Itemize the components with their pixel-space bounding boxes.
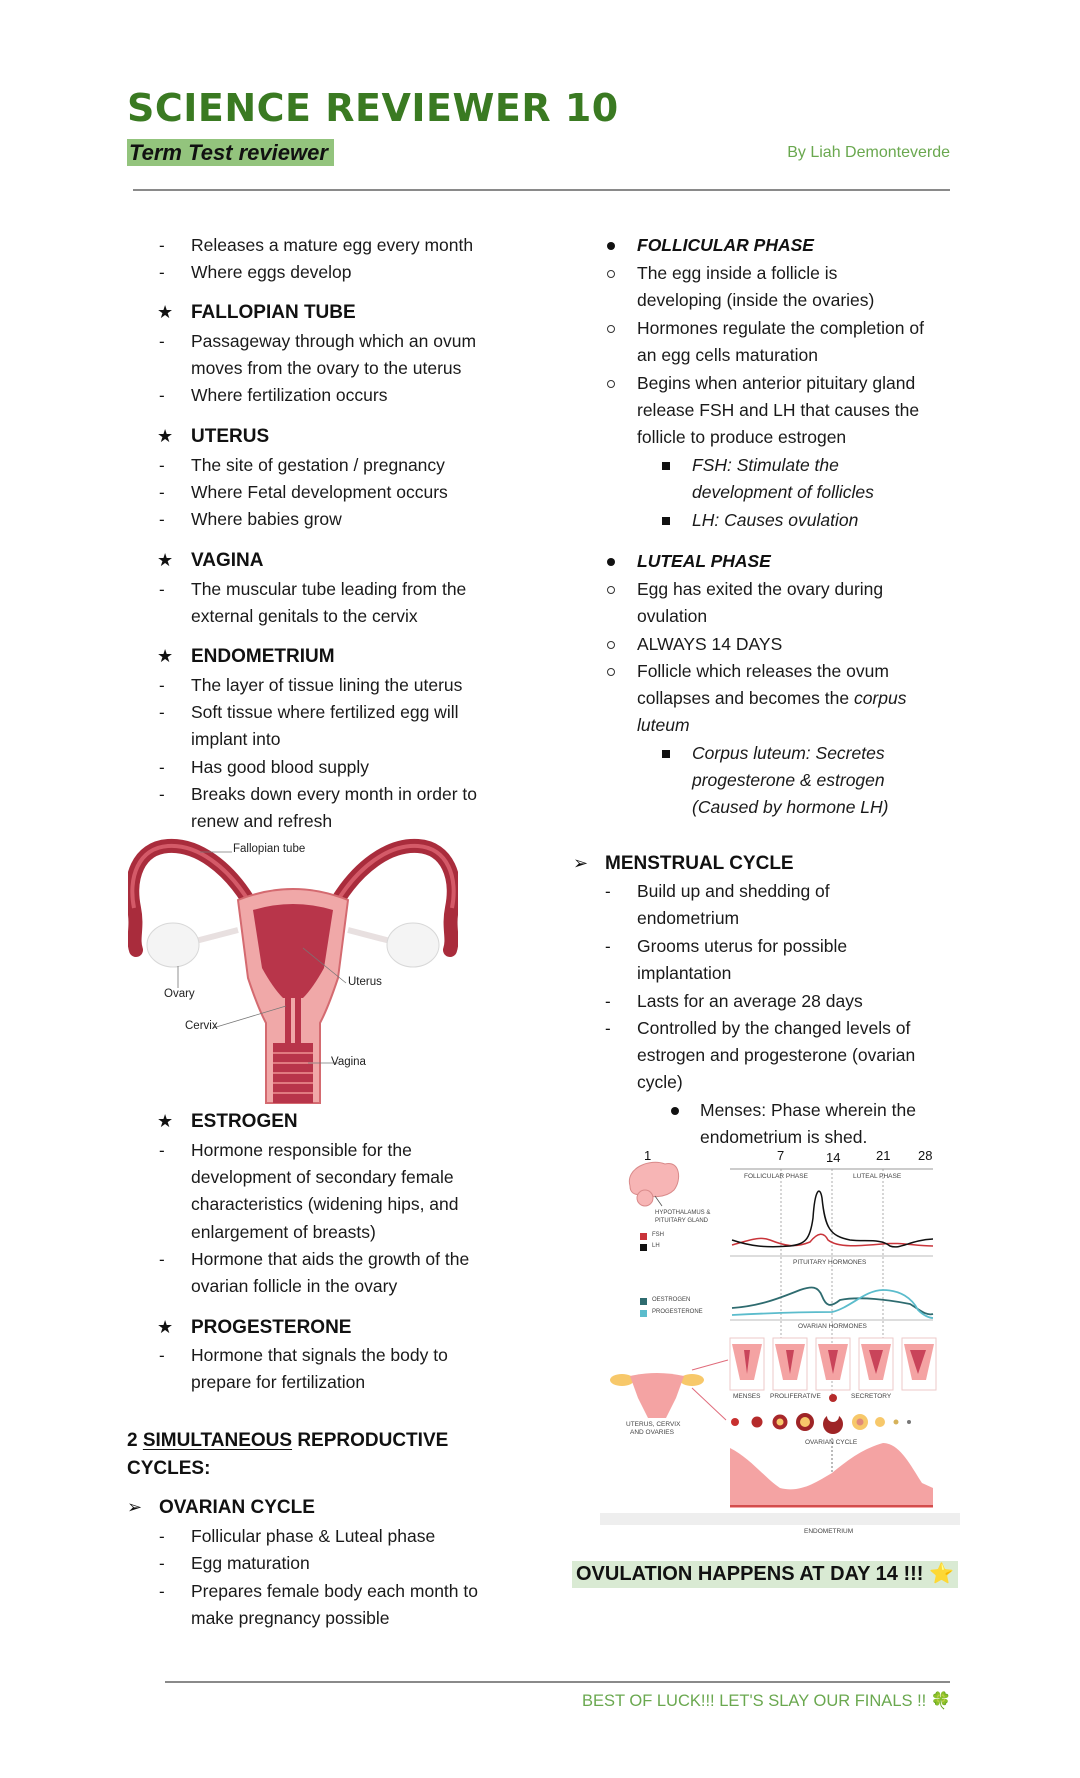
- list-item-italic: corpus: [853, 688, 907, 708]
- menses-label: MENSES: [733, 1393, 761, 1400]
- star-icon: ★: [157, 646, 174, 666]
- list-item: Where Fetal development occurs: [191, 482, 448, 502]
- day-tick: 1: [644, 1148, 652, 1163]
- menstrual-cycle-diagram: [600, 1148, 960, 1540]
- bullet-icon: [671, 1107, 679, 1115]
- arrow-icon: ➢: [573, 853, 589, 873]
- list-item: The site of gestation / pregnancy: [191, 455, 445, 475]
- list-subitem: endometrium is shed.: [700, 1127, 868, 1147]
- dash-marker: -: [159, 510, 165, 529]
- follicular-phase-label: FOLLICULAR PHASE: [744, 1173, 808, 1180]
- list-item: an egg cells maturation: [637, 345, 818, 365]
- list-item: implant into: [191, 729, 281, 749]
- star-emoji-icon: ⭐: [929, 1563, 954, 1585]
- list-item: Hormone that signals the body to: [191, 1345, 448, 1365]
- list-item: ALWAYS 14 DAYS: [637, 634, 783, 654]
- list-item: Lasts for an average 28 days: [637, 991, 863, 1011]
- dash-marker: -: [605, 937, 611, 956]
- list-item: Begins when anterior pituitary gland: [637, 373, 916, 393]
- ovarian-hormones-label: OVARIAN HORMONES: [798, 1323, 867, 1330]
- square-bullet-icon: [662, 517, 670, 525]
- cycles-heading-prefix: 2: [127, 1430, 143, 1451]
- circle-bullet-icon: [607, 668, 615, 676]
- list-item: renew and refresh: [191, 811, 333, 831]
- list-item: Hormone responsible for the: [191, 1140, 412, 1160]
- list-item: follicle to produce estrogen: [637, 427, 847, 447]
- list-item: enlargement of breasts): [191, 1222, 376, 1242]
- list-item: development of secondary female: [191, 1167, 454, 1187]
- circle-bullet-icon: [607, 380, 615, 388]
- bullet-icon: [607, 558, 615, 566]
- dash-marker: -: [605, 1019, 611, 1038]
- bullet-icon: [607, 242, 615, 250]
- section-heading-ovarian-cycle: OVARIAN CYCLE: [159, 1497, 315, 1518]
- page-subtitle: Term Test reviewer: [127, 139, 334, 166]
- star-icon: ★: [157, 1111, 174, 1131]
- cycles-heading-suffix: REPRODUCTIVE: [292, 1430, 449, 1451]
- list-subitem: FSH: Stimulate the: [692, 455, 839, 475]
- dash-marker: -: [159, 263, 165, 282]
- list-item: characteristics (widening hips, and: [191, 1194, 459, 1214]
- square-bullet-icon: [662, 462, 670, 470]
- square-bullet-icon: [662, 750, 670, 758]
- section-heading-progesterone: PROGESTERONE: [191, 1317, 352, 1338]
- reproductive-system-diagram: [128, 838, 458, 1106]
- diagram-label-ovary: Ovary: [164, 988, 195, 1000]
- page-title: SCIENCE REVIEWER 10: [127, 86, 619, 130]
- dash-marker: -: [159, 676, 165, 695]
- dash-marker: -: [159, 1346, 165, 1365]
- list-item: Releases a mature egg every month: [191, 235, 474, 255]
- list-item: make pregnancy possible: [191, 1608, 390, 1628]
- dash-marker: -: [605, 882, 611, 901]
- arrow-icon: ➢: [127, 1497, 143, 1517]
- pituitary-hormones-label: PITUITARY HORMONES: [793, 1259, 867, 1266]
- list-item: developing (inside the ovaries): [637, 290, 875, 310]
- day-tick: 28: [918, 1148, 933, 1163]
- dash-marker: -: [159, 758, 165, 777]
- list-item: Where eggs develop: [191, 262, 352, 282]
- list-item: luteum: [637, 715, 690, 735]
- legend-lh: LH: [652, 1243, 660, 1249]
- dash-marker: -: [159, 483, 165, 502]
- dash-marker: -: [159, 1141, 165, 1160]
- list-item: release FSH and LH that causes the: [637, 400, 920, 420]
- list-item: endometrium: [637, 908, 740, 928]
- secretory-label: SECRETORY: [851, 1393, 892, 1400]
- list-item: Grooms uterus for possible: [637, 936, 848, 956]
- dash-marker: -: [159, 386, 165, 405]
- list-item: implantation: [637, 963, 732, 983]
- dash-marker: -: [605, 992, 611, 1011]
- dash-marker: -: [159, 785, 165, 804]
- list-item: The egg inside a follicle is: [637, 263, 838, 283]
- list-item: Hormones regulate the completion of: [637, 318, 924, 338]
- list-item: Build up and shedding of: [637, 881, 830, 901]
- diagram-label-uterus: Uterus: [348, 976, 382, 988]
- dash-marker: -: [159, 703, 165, 722]
- list-item: [637, 685, 906, 712]
- ovulation-banner-text: OVULATION HAPPENS AT DAY 14 !!!: [576, 1563, 924, 1585]
- list-item: Egg maturation: [191, 1553, 310, 1573]
- list-item: cycle): [637, 1072, 683, 1092]
- cycles-heading-underlined: SIMULTANEOUS: [142, 1430, 293, 1451]
- cycles-heading-line2: CYCLES:: [127, 1458, 211, 1479]
- proliferative-label: PROLIFERATIVE: [770, 1393, 821, 1400]
- star-icon: ★: [157, 302, 174, 322]
- list-item: Egg has exited the ovary during: [637, 579, 884, 599]
- list-subitem: development of follicles: [692, 482, 874, 502]
- list-item: prepare for fertilization: [191, 1372, 366, 1392]
- section-heading-uterus: UTERUS: [191, 426, 270, 447]
- section-heading-menstrual-cycle: MENSTRUAL CYCLE: [605, 853, 794, 874]
- section-heading-follicular-phase: FOLLICULAR PHASE: [637, 235, 814, 255]
- list-item: ovarian follicle in the ovary: [191, 1276, 398, 1296]
- list-subitem: Menses: Phase wherein the: [700, 1100, 916, 1120]
- circle-bullet-icon: [607, 270, 615, 278]
- list-item: Follicular phase & Luteal phase: [191, 1526, 436, 1546]
- section-heading-vagina: VAGINA: [191, 550, 264, 571]
- star-icon: ★: [157, 1317, 174, 1337]
- footer-message: [582, 1692, 951, 1711]
- uterus-ovaries-label: UTERUS, CERVIX: [626, 1421, 681, 1428]
- list-item: Hormone that aids the growth of the: [191, 1249, 470, 1269]
- cycles-heading: [127, 1427, 448, 1454]
- header-divider: [133, 189, 950, 191]
- legend-progesterone: PROGESTERONE: [652, 1309, 703, 1315]
- dash-marker: -: [159, 1554, 165, 1573]
- section-heading-endometrium: ENDOMETRIUM: [191, 646, 335, 667]
- luteal-phase-label: LUTEAL PHASE: [853, 1173, 902, 1180]
- circle-bullet-icon: [607, 641, 615, 649]
- list-item: estrogen and progesterone (ovarian: [637, 1045, 916, 1065]
- list-subitem: progesterone & estrogen: [692, 770, 885, 790]
- brain-label: HYPOTHALAMUS &: [655, 1210, 711, 1216]
- endometrium-label: ENDOMETRIUM: [804, 1528, 854, 1535]
- diagram-label-fallopian-tube: Fallopian tube: [233, 843, 306, 855]
- dash-marker: -: [159, 1582, 165, 1601]
- ovarian-cycle-label: OVARIAN CYCLE: [805, 1439, 858, 1446]
- section-heading-fallopian-tube: FALLOPIAN TUBE: [191, 302, 356, 323]
- list-item-text: collapses and becomes the: [637, 688, 854, 708]
- list-subitem: (Caused by hormone LH): [692, 797, 889, 817]
- circle-bullet-icon: [607, 325, 615, 333]
- footer-text: BEST OF LUCK!!! LET'S SLAY OUR FINALS !!: [582, 1692, 927, 1710]
- dash-marker: -: [159, 236, 165, 255]
- list-item: Breaks down every month in order to: [191, 784, 477, 804]
- star-icon: ★: [157, 426, 174, 446]
- list-item: Prepares female body each month to: [191, 1581, 478, 1601]
- list-item: Passageway through which an ovum: [191, 331, 477, 351]
- dash-marker: -: [159, 1527, 165, 1546]
- diagram-label-cervix: Cervix: [185, 1020, 218, 1032]
- author-byline: By Liah Demonteverde: [787, 144, 950, 161]
- list-item: Where babies grow: [191, 509, 342, 529]
- list-item: The muscular tube leading from the: [191, 579, 467, 599]
- list-item: Controlled by the changed levels of: [637, 1018, 911, 1038]
- brain-label: PITUITARY GLAND: [655, 1218, 709, 1224]
- legend-oestrogen: OESTROGEN: [652, 1297, 691, 1303]
- list-item: Follicle which releases the ovum: [637, 661, 889, 681]
- list-item: ovulation: [637, 606, 708, 626]
- list-subitem: LH: Causes ovulation: [692, 510, 859, 530]
- star-icon: ★: [157, 550, 174, 570]
- day-tick: 21: [876, 1148, 891, 1163]
- day-tick: 14: [826, 1150, 841, 1165]
- list-item: Has good blood supply: [191, 757, 370, 777]
- list-item: Soft tissue where fertilized egg will: [191, 702, 459, 722]
- list-item: external genitals to the cervix: [191, 606, 418, 626]
- clover-icon: 🍀: [930, 1692, 952, 1710]
- list-item: The layer of tissue lining the uterus: [191, 675, 463, 695]
- uterus-ovaries-label: AND OVARIES: [630, 1429, 674, 1436]
- day-tick: 7: [777, 1148, 785, 1163]
- list-item: Where fertilization occurs: [191, 385, 388, 405]
- section-heading-estrogen: ESTROGEN: [191, 1111, 298, 1132]
- section-heading-luteal-phase: LUTEAL PHASE: [637, 551, 771, 571]
- ovulation-banner: [572, 1561, 958, 1588]
- list-item: moves from the ovary to the uterus: [191, 358, 462, 378]
- list-subitem: Corpus luteum: Secretes: [692, 743, 885, 763]
- dash-marker: -: [159, 580, 165, 599]
- diagram-label-vagina: Vagina: [331, 1056, 366, 1068]
- circle-bullet-icon: [607, 586, 615, 594]
- dash-marker: -: [159, 456, 165, 475]
- dash-marker: -: [159, 332, 165, 351]
- dash-marker: -: [159, 1250, 165, 1269]
- legend-fsh: FSH: [652, 1232, 664, 1238]
- footer-divider: [165, 1681, 950, 1683]
